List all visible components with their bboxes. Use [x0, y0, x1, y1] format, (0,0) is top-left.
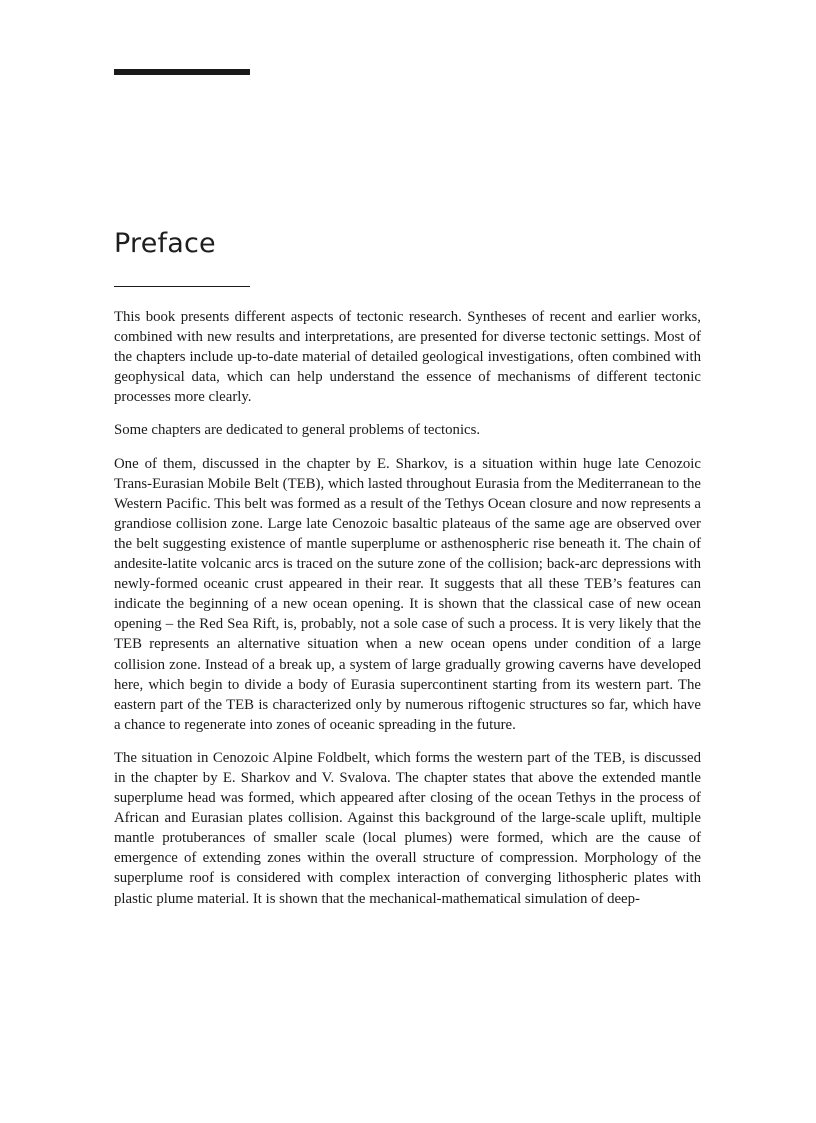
paragraph-1: This book presents different aspects of tectonic research. Syntheses of recent and earlier works, combined with new results and interpretations, are presented for diverse tectonic settings. Most of the chapters include up-to-date material of detailed geological investigations, often combined with geophysical data, which can help understand the essence of mechanisms of different tectonic processes more clearly.: [114, 309, 701, 406]
header-rule: [114, 69, 250, 75]
paragraph-4: The situation in Cenozoic Alpine Foldbelt, which forms the western part of the TEB, is discussed in the chapter by E. Sharkov and V. Svalova. The chapter states that above the extended mantle superplume head was formed, which appeared after closing of the ocean Tethys in the process of African and Eurasian plates collision. Against this background of the large-scale uplift, multiple mantle protuberances of smaller scale (local plumes) were formed, which are the cause of emergence of extending zones within the overall structure of compression. Morphology of the superplume roof is considered with complex interaction of converging lithospheric plates with plastic plume material. It is shown that the mechanical-mathematical simulation of deep-: [114, 749, 701, 907]
page-title: Preface: [114, 228, 216, 259]
paragraph-3: One of them, discussed in the chapter by E. Sharkov, is a situation within huge late Cenozoic Trans-Eurasian Mobile Belt (TEB), which lasted throughout Eurasia from the Mediterranean to the Western Pacific. This belt was formed as a result of the Tethys Ocean closure and now represents a grandiose collision zone. Large late Cenozoic basaltic plateaus of the same age are observed over the belt suggesting existence of mantle superplume or asthenospheric rise beneath it. The chain of andesite-latite volcanic arcs is traced on the suture zone of the collision; back-arc depressions with newly-formed oceanic crust appeared in their rear. It suggests that all these TEB’s features can indicate the beginning of a new ocean opening. It is shown that the classical case of new ocean opening – the Red Sea Rift, is, probably, not a sole case of such a process. It is very likely that the TEB represents an alternative situation when a new ocean opens under condition of a large collision zone. Instead of a break up, a system of large gradually growing caverns have developed here, which begin to divide a body of Eurasia supercontinent starting from its western part. The eastern part of the TEB is characterized only by numerous riftogenic structures so far, which have a chance to regenerate into zones of oceanic spreading in the future.: [114, 455, 701, 733]
body-text: [114, 307, 701, 922]
paragraph-2: Some chapters are dedicated to general problems of tectonics.: [114, 422, 481, 439]
title-underline: [114, 286, 250, 287]
